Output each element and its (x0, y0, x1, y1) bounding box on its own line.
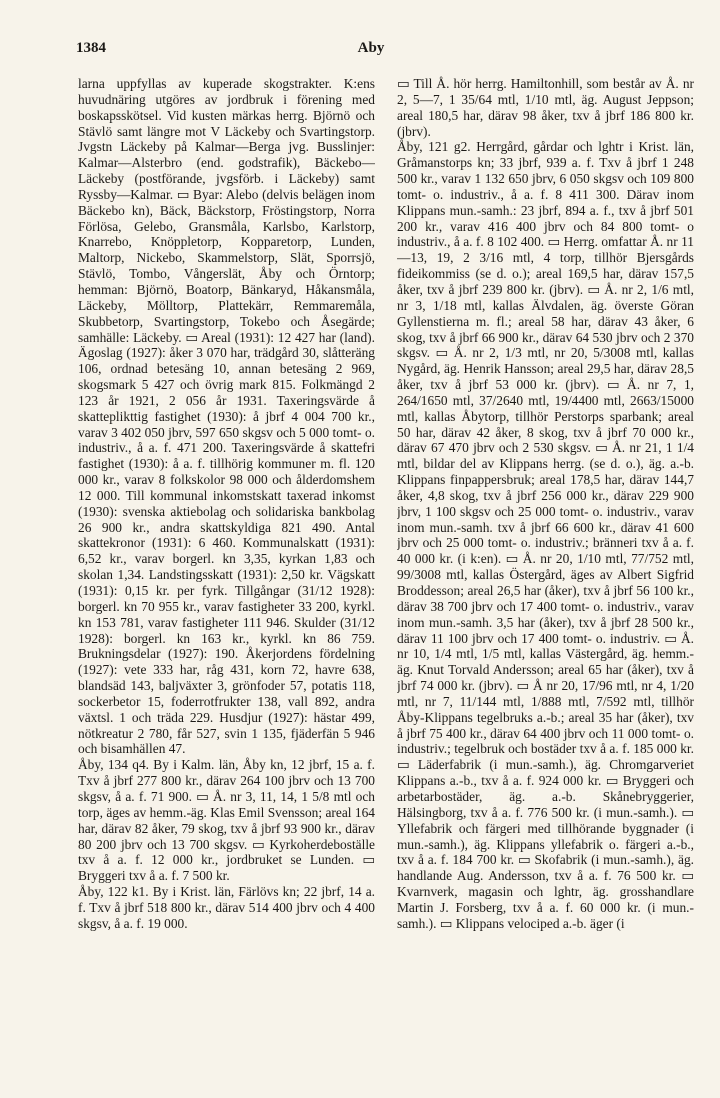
right-column (397, 76, 694, 1081)
page-number: 1384 (76, 40, 106, 56)
text-columns (78, 76, 694, 1081)
paragraph: larna uppfyllas av kuperade skogstrakter. K:ens huvudnäring utgöres av jordbruk i förening med boskapsskötsel. Vid kusten märkas herrg. Björnö och Stävlö samt längre mot V Läckeby och Svartingstorp. Jvgstn Läckeby på Kalmar—Berga jvg. Busslinjer: Kalmar—Alsterbro (end. godstrafik), Bäckebo—Läckeby (postförande, jvgsförb. i Läckeby) samt Ryssby—Kalmar. ▭ Byar: Alebo (delvis belägen inom Bäckebo kn), Bäck, Bäckstorp, Fröstingstorp, Norra Förlösa, Gelebo, Gransmåla, Karlsbo, Karlstorp, Knarrebo, Knöppletorp, Kopparetorp, Lunden, Maltorp, Nickebo, Skammelstorp, Slät, Sporrsjö, Stävlö, Tombo, Vångerslät, Åby och Örntorp; hemman: Björnö, Boatorp, Bänkaryd, Håkansmåla, Läckeby, Mölltorp, Plattekärr, Remmaremåla, Skubbetorp, Svartingstorp, Tokebo och Åsegärde; samhälle: Läckeby. ▭ Areal (1931): 12 427 har (land). Ägoslag (1927): åker 3 070 har, trädgård 30, slåtteräng 106, ordnad betesäng 10, annan betesäng 2 969, skogsmark 5 427 och övrig mark 815. Folkmängd 2 123 år 1921, 2 056 år 1931. Taxeringsvärde å skatteplikttig fastighet (1930): å jbrf 4 004 700 kr., varav 3 402 050 jbrv, 597 650 skgsv och 5 000 tomt- o. industriv., å a. f. 471 200. Taxeringsvärde å skattefri fastighet (1930): å a. f. tillhörig kommuner m. fl. 120 000 kr., varav 8 folkskolor 98 000 och ålderdomshem 12 000. Till kommunal inkomstskatt taxerad inkomst (1930): svenska aktiebolag och solidariska bankbolag 26 900 kr., andra skattskyldiga 821 490. Antal skattekronor (1931): 6 460. Kommunalskatt (1931): 6,52 kr., varav borgerl. kn 3,35, kyrkan 1,83 och skolan 1,34. Landstingsskatt (1931): 2,50 kr. Vägskatt (1931): 0,15 kr. per fyrk. Tillgångar (31/12 1928): borgerl. kn 70 955 kr., varav fastigheter 33 200, kyrkl. kn 153 781, varav fastigheter 111 946. Skulder (31/12 1928): borgerl. kn 163 kr., kyrkl. kn 86 759. Brukningsdelar (1927): 190. Åkerjordens fördelning (1927): vete 333 har, råg 431, korn 72, havre 638, blandsäd 143, baljväxter 3, grönfoder 57, potatis 118, sockerbetor 15, foderrotfrukter 138, vall 892, andra växtsl. 1 och träda 229. Husdjur (1927): hästar 499, nötkreatur 2 780, får 527, svin 1 135, fjäderfän 5 946 och bisamhällen 47. (78, 76, 375, 757)
entry-aby-121: Åby, 121 g2. Herrgård, gårdar och lghtr i Krist. län, Gråmanstorps kn; 33 jbrf, 939 a. f. Txv å jbrf 1 248 500 kr., varav 1 132 650 jbrv, 6 050 skgsv och 109 800 tomt- o. industriv., å a. f. 8 411 300. Därav inom Klippans mun.-samh.: 23 jbrf, 894 a. f., txv å jbrf 501 200 kr., varav 416 400 jbrv och 84 800 tomt- o industriv., å a. f. 8 102 400. ▭ Herrg. omfattar Å. nr 11—13, 19, 2 3/16 mtl, 4 torp, tillhör Bjersgårds fideikommiss (se d. o.); areal 169,5 har, därav 157,5 åker, txv å jbrf 239 800 kr. (jbrv). ▭ Å. nr 2, 1/6 mtl, nr 3, 1/18 mtl, kallas Älvdalen, äg. överste Göran Gyllenstierna m. fl.; areal 58 har, därav 43 åker, 6 skog, txv å jbrf 66 900 kr., därav 64 530 jbrv och 2 370 skgsv. ▭ Å. nr 2, 1/3 mtl, nr 20, 5/3008 mtl, kallas Nygård, äg. Henrik Hansson; areal 29,5 har, därav 28,5 åker, txv å jbrf 53 000 kr. (jbrv). ▭ Å. nr 7, 1, 264/1650 mtl, 37/2640 mtl, 19/4400 mtl, 2663/15000 mtl, kallas Åbytorp, tillhör Perstorps sparbank; areal 50 har, därav 42 åker, 8 skog, txv å jbrf 70 000 kr., därav 67 470 jbrv och 2 530 skgsv. ▭ Å. nr 21, 1 1/4 mtl, bildar del av Klippans herrg. (se d. o.), äg. a.-b. Klippans finpappersbruk; areal 178,5 har, därav 144,7 åker, 4,8 skog, txv å jbrf 256 000 kr., därav 229 900 jbrv, 1 100 skgsv och 25 000 tomt- o. industriv., varav inom mun.-samh. txv å jbrf 66 600 kr., därav 41 600 jbrv och 25 000 tomt- o. industriv.; bränneri txv å a. f. 40 000 kr. (i k:en). ▭ Å. nr 20, 1/10 mtl, 77/752 mtl, 99/3008 mtl, kallas Östergård, äges av Albert Sigfrid Broddesson; areal 26,5 har (åker), txv å jbrf 56 100 kr., därav 38 700 jbrv och 17 400 tomt- o. industriv., varav inom mun.-samh. 3,5 har (åker), txv å jbrf 28 500 kr., därav 11 100 jbrv och 17 400 tomt- o. industriv. ▭ Å. nr 10, 1/4 mtl, 1/5 mtl, kallas Västergård, äg. hemm.-äg. Knut Torvald Andersson; areal 65 har (åker), txv å jbrf 74 000 kr. (jbrv). ▭ Å nr 20, 17/96 mtl, nr 4, 1/20 mtl, nr 7, 11/144 mtl, 1/888 mtl, 7/592 mtl, tillhör Åby-Klippans tegelbruks a.-b.; areal 35 har (åker), txv å jbrf 75 400 kr., därav 64 400 jbrv och 11 000 tomt- o. industriv.; tegelbruk och bostäder txv å a. f. 185 000 kr. ▭ Läderfabrik (i mun.-samh.), äg. Chromgarveriet Klippans a.-b., txv å a. f. 924 000 kr. ▭ Bryggeri och arbetarbostäder, äg. a.-b. Skånebryggerier, Hälsingborg, txv å a. f. 776 500 kr. (i mun.-samh.). ▭ Yllefabrik och färgeri med tillhörande byggnader (i mun.-samh.), äg. Klippans yllefabrik o. färgeri a.-b., txv å a. f. 184 700 kr. ▭ Skofabrik (i mun.-samh.), äg. handlande Aug. Andersson, txv å a. f. 76 500 kr. ▭ Kvarnverk, magasin och lghtr, äg. grosshandlare Martin J. Forsberg, txv å a. f. 60 000 kr. (i mun.-samh.). ▭ Klippans velociped a.-b. äger (i (397, 139, 694, 931)
entry-aby-134: Åby, 134 q4. By i Kalm. län, Åby kn, 12 jbrf, 15 a. f. Txv å jbrf 277 800 kr., därav 264 100 jbrv och 13 700 skgsv, å a. f. 71 900. ▭ Å. nr 3, 11, 14, 1 5/8 mtl och torp, äges av hemm.-äg. Klas Emil Svensson; areal 164 har, därav 82 åker, 79 skog, txv å jbrf 93 900 kr., därav 80 200 jbrv och 13 700 skgsv. ▭ Kyrkoherdeboställe txv å a. f. 12 000 kr., jordbruket se Lunden. ▭ Bryggeri txv å a. f. 7 500 kr. (78, 757, 375, 884)
paragraph: ▭ Till Å. hör herrg. Hamiltonhill, som består av Å. nr 2, 5—7, 1 35/64 mtl, 1/10 mtl, äg. August Jeppson; areal 180,5 har, därav 98 åker, txv å jbrf 186 800 kr. (jbrv). (397, 76, 694, 139)
left-column (78, 76, 375, 1081)
entry-aby-122: Åby, 122 k1. By i Krist. län, Färlövs kn; 22 jbrf, 14 a. f. Txv å jbrf 518 800 kr., därav 514 400 jbrv och 4 400 skgsv, å a. f. 19 000. (78, 884, 375, 931)
running-head: Aby (357, 40, 385, 56)
page-header (76, 40, 666, 68)
